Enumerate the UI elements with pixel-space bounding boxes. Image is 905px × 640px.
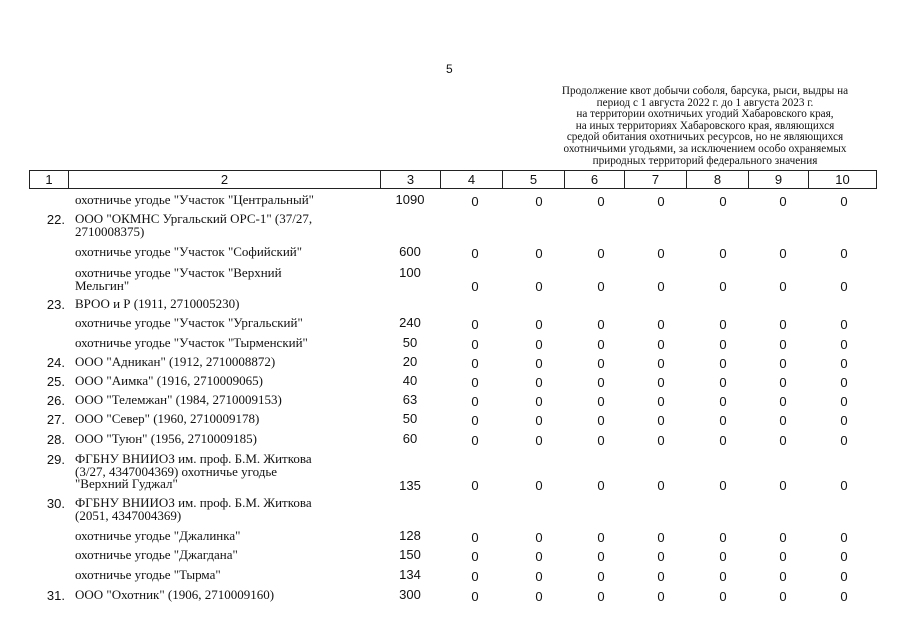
zero-value: 0: [719, 279, 727, 294]
zero-value: 0: [719, 569, 727, 584]
zero-value: 0: [840, 279, 848, 294]
organization-name-line: охотничье угодье "Участок "Верхний: [75, 265, 282, 280]
quota-value: 300: [399, 587, 421, 602]
zero-value: 0: [719, 589, 727, 604]
row-number: 22.: [46, 212, 65, 227]
zero-value: 0: [657, 433, 665, 448]
organization-name-line: Мельгин": [75, 277, 130, 293]
zero-value: 0: [471, 589, 479, 604]
organization-name-line: охотничье угодье "Участок "Центральный": [75, 192, 314, 207]
zero-value: 0: [719, 549, 727, 564]
quota-value: 1090: [395, 192, 425, 207]
zero-value: 0: [657, 375, 665, 390]
zero-value: 0: [719, 337, 727, 352]
zero-value: 0: [535, 530, 543, 545]
zero-value: 0: [597, 279, 605, 294]
zero-value: 0: [597, 589, 605, 604]
row-number: 28.: [46, 432, 65, 447]
zero-value: 0: [657, 589, 665, 604]
organization-name: [75, 433, 375, 446]
organization-name-line: ООО "Север" (1960, 2710009178): [75, 411, 260, 426]
zero-value: 0: [471, 478, 479, 493]
zero-value: 0: [471, 194, 479, 209]
zero-value: 0: [597, 530, 605, 545]
zero-value: 0: [657, 194, 665, 209]
quota-value: 135: [399, 478, 421, 493]
zero-value: 0: [471, 279, 479, 294]
organization-name-line: ВРОО и Р (1911, 2710005230): [75, 296, 240, 311]
zero-value: 0: [657, 246, 665, 261]
zero-value: 0: [840, 478, 848, 493]
header-note-line: охотничьими угодьями, за исключением особо охраняемых: [563, 142, 847, 155]
zero-value: 0: [597, 569, 605, 584]
zero-value: 0: [597, 246, 605, 261]
row-number: 31.: [46, 588, 65, 603]
zero-value: 0: [719, 356, 727, 371]
organization-name: [75, 194, 375, 207]
zero-value: 0: [719, 413, 727, 428]
zero-value: 0: [597, 337, 605, 352]
header-note-line: период с 1 августа 2022 г. до 1 августа 2023 г.: [596, 96, 814, 109]
organization-name: [75, 453, 375, 491]
zero-value: 0: [840, 589, 848, 604]
organization-name-line: ООО "ОКМНС Ургальский ОРС-1" (37/27,: [75, 211, 313, 226]
zero-value: 0: [535, 279, 543, 294]
organization-name-line: охотничье угодье "Участок "Ургальский": [75, 315, 303, 330]
zero-value: 0: [779, 317, 787, 332]
organization-name-line: (3/27, 4347004369) охотничье угодье: [75, 463, 278, 479]
zero-value: 0: [779, 246, 787, 261]
zero-value: 0: [840, 394, 848, 409]
organization-name-line: ФГБНУ ВНИИОЗ им. проф. Б.М. Житкова: [75, 451, 312, 466]
zero-value: 0: [535, 356, 543, 371]
zero-value: 0: [471, 433, 479, 448]
organization-name: [75, 337, 375, 350]
zero-value: 0: [535, 317, 543, 332]
organization-name-line: ФГБНУ ВНИИОЗ им. проф. Б.М. Житкова: [75, 495, 312, 510]
quota-value: 60: [402, 431, 418, 446]
organization-name-line: охотничье угодье "Участок "Тырменский": [75, 335, 308, 350]
zero-value: 0: [779, 194, 787, 209]
zero-value: 0: [657, 356, 665, 371]
header-note-line: на территории охотничьих угодий Хабаровского края,: [576, 108, 834, 121]
zero-value: 0: [597, 317, 605, 332]
organization-name: [75, 246, 375, 259]
organization-name-line: охотничье угодье "Тырма": [75, 567, 221, 582]
zero-value: 0: [779, 589, 787, 604]
organization-name: [75, 497, 375, 522]
organization-name: [75, 317, 375, 330]
zero-value: 0: [657, 549, 665, 564]
organization-name: [75, 569, 375, 582]
zero-value: 0: [719, 394, 727, 409]
quota-value: 20: [402, 354, 418, 369]
organization-name: [75, 549, 375, 562]
quota-value: 128: [399, 528, 421, 543]
quota-value: 50: [402, 411, 418, 426]
organization-name-line: охотничье угодье "Джалинка": [75, 528, 241, 543]
header-note-line: Продолжение квот добычи соболя, барсука, рыси, выдры на: [561, 85, 849, 97]
row-number: 30.: [46, 496, 65, 511]
zero-value: 0: [471, 394, 479, 409]
organization-name-line: ООО "Аимка" (1916, 2710009065): [75, 373, 263, 388]
column-header: 6: [565, 171, 625, 189]
zero-value: 0: [779, 569, 787, 584]
zero-value: 0: [471, 549, 479, 564]
organization-name-line: охотничье угодье "Джагдана": [75, 547, 238, 562]
zero-value: 0: [779, 375, 787, 390]
zero-value: 0: [597, 375, 605, 390]
quota-value: 150: [399, 547, 421, 562]
zero-value: 0: [657, 337, 665, 352]
quota-value: 40: [402, 373, 418, 388]
zero-value: 0: [657, 279, 665, 294]
row-number: 29.: [46, 452, 65, 467]
zero-value: 0: [840, 246, 848, 261]
column-header: 8: [687, 171, 749, 189]
organization-name: [75, 413, 375, 426]
zero-value: 0: [840, 569, 848, 584]
zero-value: 0: [471, 317, 479, 332]
organization-name-line: ООО "Адникан" (1912, 2710008872): [75, 354, 276, 369]
zero-value: 0: [535, 337, 543, 352]
zero-value: 0: [471, 569, 479, 584]
organization-name: [75, 375, 375, 388]
organization-name-line: ООО "Туюн" (1956, 2710009185): [75, 431, 257, 446]
organization-name: [75, 267, 375, 292]
zero-value: 0: [657, 569, 665, 584]
zero-value: 0: [719, 433, 727, 448]
column-header: 1: [30, 171, 69, 189]
zero-value: 0: [840, 530, 848, 545]
page-number: 5: [446, 62, 453, 76]
zero-value: 0: [535, 478, 543, 493]
row-number: 24.: [46, 355, 65, 370]
zero-value: 0: [471, 375, 479, 390]
zero-value: 0: [840, 413, 848, 428]
zero-value: 0: [657, 478, 665, 493]
zero-value: 0: [719, 530, 727, 545]
zero-value: 0: [840, 337, 848, 352]
quota-value: 600: [399, 244, 421, 259]
column-header: 10: [809, 171, 877, 189]
header-note-line: природных территорий федерального значения: [592, 154, 818, 167]
organization-name-line: ООО "Телемжан" (1984, 2710009153): [75, 392, 282, 407]
zero-value: 0: [535, 549, 543, 564]
zero-value: 0: [840, 375, 848, 390]
zero-value: 0: [779, 413, 787, 428]
zero-value: 0: [657, 394, 665, 409]
zero-value: 0: [657, 317, 665, 332]
column-header: 7: [625, 171, 687, 189]
zero-value: 0: [597, 394, 605, 409]
zero-value: 0: [535, 194, 543, 209]
zero-value: 0: [779, 337, 787, 352]
zero-value: 0: [535, 589, 543, 604]
column-header: 2: [69, 171, 381, 189]
zero-value: 0: [535, 413, 543, 428]
zero-value: 0: [779, 279, 787, 294]
zero-value: 0: [779, 394, 787, 409]
zero-value: 0: [597, 413, 605, 428]
quota-value: 100: [399, 265, 421, 280]
zero-value: 0: [719, 194, 727, 209]
zero-value: 0: [471, 246, 479, 261]
zero-value: 0: [597, 433, 605, 448]
zero-value: 0: [471, 413, 479, 428]
zero-value: 0: [597, 549, 605, 564]
zero-value: 0: [779, 530, 787, 545]
zero-value: 0: [779, 356, 787, 371]
zero-value: 0: [840, 549, 848, 564]
row-number: 25.: [46, 374, 65, 389]
zero-value: 0: [840, 194, 848, 209]
row-number: 23.: [46, 297, 65, 312]
zero-value: 0: [471, 337, 479, 352]
organization-name-line: ООО "Охотник" (1906, 2710009160): [75, 587, 275, 602]
column-header: 5: [503, 171, 565, 189]
zero-value: 0: [840, 356, 848, 371]
zero-value: 0: [535, 375, 543, 390]
organization-name: [75, 298, 375, 311]
column-header: 4: [441, 171, 503, 189]
zero-value: 0: [471, 356, 479, 371]
zero-value: 0: [535, 433, 543, 448]
zero-value: 0: [597, 478, 605, 493]
zero-value: 0: [719, 375, 727, 390]
organization-name: [75, 589, 375, 602]
row-number: 27.: [46, 412, 65, 427]
zero-value: 0: [779, 478, 787, 493]
organization-name-line: охотничье угодье "Участок "Софийский": [75, 244, 303, 259]
zero-value: 0: [779, 549, 787, 564]
zero-value: 0: [535, 569, 543, 584]
zero-value: 0: [597, 194, 605, 209]
quota-value: 134: [399, 567, 421, 582]
zero-value: 0: [471, 530, 479, 545]
row-number: 26.: [46, 393, 65, 408]
organization-name: [75, 213, 375, 238]
zero-value: 0: [535, 246, 543, 261]
organization-name: [75, 356, 375, 369]
organization-name-line: "Верхний Гуджал": [75, 476, 178, 491]
zero-value: 0: [779, 433, 787, 448]
zero-value: 0: [657, 530, 665, 545]
organization-name: [75, 530, 375, 543]
zero-value: 0: [719, 246, 727, 261]
quota-value: 50: [402, 335, 418, 350]
quota-value: 63: [402, 392, 418, 407]
column-header: 9: [749, 171, 809, 189]
zero-value: 0: [840, 317, 848, 332]
column-header: 3: [381, 171, 441, 189]
zero-value: 0: [719, 317, 727, 332]
organization-name-line: (2051, 4347004369): [75, 507, 182, 523]
zero-value: 0: [840, 433, 848, 448]
header-note-line: на иных территориях Хабаровского края, являющихся: [575, 119, 835, 132]
header-note-line: средой обитания охотничьих ресурсов, но не являющихся: [566, 131, 844, 144]
zero-value: 0: [535, 394, 543, 409]
quota-value: 240: [399, 315, 421, 330]
zero-value: 0: [657, 413, 665, 428]
organization-name: [75, 394, 375, 407]
zero-value: 0: [719, 478, 727, 493]
organization-name-line: 2710008375): [75, 223, 145, 239]
zero-value: 0: [597, 356, 605, 371]
